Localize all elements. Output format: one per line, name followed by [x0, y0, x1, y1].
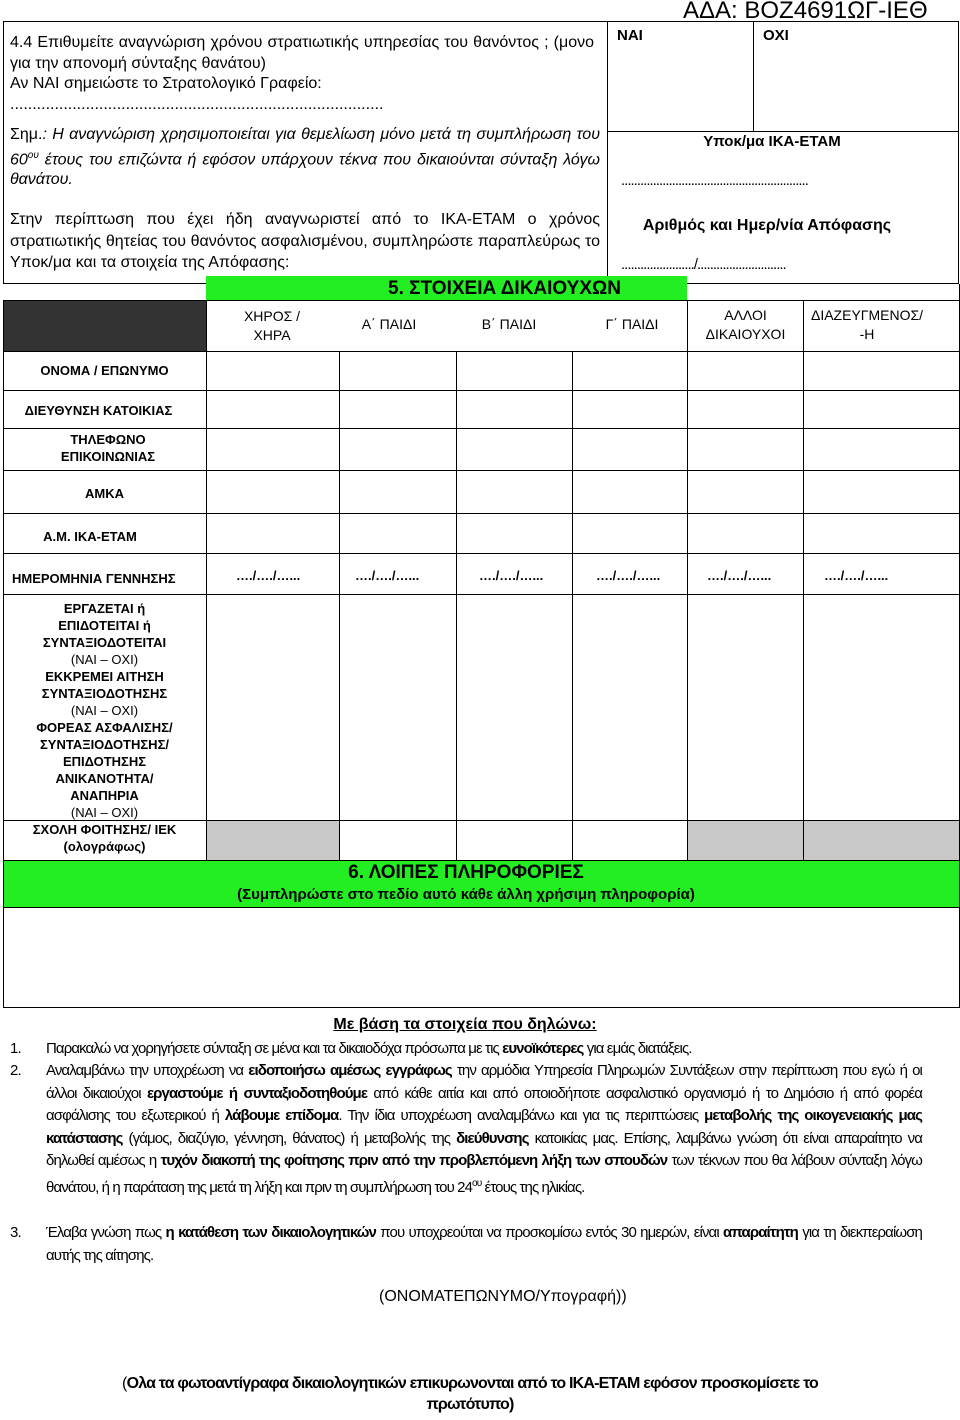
- row-dob: ΗΜΕΡΟΜΗΝΙΑ ΓΕΝΝΗΣΗΣ: [12, 571, 176, 586]
- section-6-subtitle: (Συμπληρώστε στο πεδίο αυτό κάθε άλλη χρήσιμη πληροφορία): [237, 886, 695, 903]
- decision-field[interactable]: ......................./............................: [621, 256, 786, 273]
- document-code: ΑΔΑ: ΒΟΖ4691ΩΓ-ΙΕΘ: [683, 0, 928, 24]
- row-phone: ΤΗΛΕΦΩΝΟ ΕΠΙΚΟΙΝΩΝΙΑΣ: [60, 432, 156, 464]
- yes-option[interactable]: ΝΑΙ: [617, 27, 643, 44]
- dark-header-cell: [3, 300, 206, 351]
- row-address: ΔΙΕΥΘΥΝΣΗ ΚΑΤΟΙΚΙΑΣ: [24, 403, 173, 418]
- dob-widow[interactable]: …./…./…...: [236, 568, 301, 583]
- declaration-number-1: 1.: [10, 1040, 21, 1057]
- school-cell-divorced: [804, 821, 959, 860]
- column-other: ΑΛΛΟΙ ΔΙΚΑΙΟΥΧΟΙ: [705, 307, 786, 342]
- signature-label: (ΟΝΟΜΑΤΕΠΩΝΥΜΟ/Υπογραφή)): [379, 1288, 627, 1305]
- school-cell-other: [688, 821, 803, 860]
- branch-label: Υποκ/μα ΙΚΑ-ΕΤΑΜ: [703, 133, 841, 150]
- decision-label: Αριθμός και Ημερ/νία Απόφασης: [642, 217, 892, 234]
- section-6-title: 6. ΛΟΙΠΕΣ ΠΛΗΡΟΦΟΡΙΕΣ: [348, 862, 584, 883]
- column-child-b: Β΄ ΠΑΙΔΙ: [481, 316, 537, 332]
- column-widow: ΧΗΡΟΣ /ΧΗΡΑ: [243, 308, 301, 343]
- dob-child-c[interactable]: …./…./…...: [596, 568, 661, 583]
- dob-child-b[interactable]: …./…./…...: [479, 568, 544, 583]
- ika-instructions: Στην περίπτωση που έχει ήδη αναγνωριστεί από το ΙΚΑ-ΕΤΑΜ ο χρόνος στρατιωτικής θητείας του θανόντος ασφαλισμένου, συμπληρώστε παραπλεύρως το Υποκ/μα και τα στοιχεία της Απόφασης:: [10, 211, 600, 271]
- dob-child-a[interactable]: …./…./…...: [355, 568, 420, 583]
- question-4-4: 4.4 Επιθυμείτε αναγνώριση χρόνου στρατιωτικής υπηρεσίας του θανόντος ; (μονο για την απονομή σύνταξης θανάτου) Αν ΝΑΙ σημειώστε το Στρατολογικό Γραφείο: ....................................................................................: [10, 34, 594, 113]
- declaration-number-2: 2.: [10, 1062, 21, 1079]
- status-labels: ΕΡΓΑΖΕΤΑΙ ή ΕΠΙΔΟΤΕΙΤΑΙ ή ΣΥΝΤΑΞΙΟΔΟΤΕΙΤΑΙ (ΝΑΙ – ΟΧΙ) ΕΚΚΡΕΜΕΙ ΑΙΤΗΣΗ ΣΥΝΤΑΞΙΟΔΟΤΗΣΗΣ (ΝΑΙ – ΟΧΙ) ΦΟΡΕΑΣ ΑΣΦΑΛΙΣΗΣ/ ΣΥΝΤΑΞΙΟΔΟΤΗΣΗΣ/ ΕΠΙΔΟΤΗΣΗΣ ΑΝΙΚΑΝΟΤΗΤΑ/ ΑΝΑΠΗΡΙΑ (ΝΑΙ – ΟΧΙ) ΣΧΟΛΗ ΦΟΙΤΗΣΗΣ/ ΙΕΚ (ολογράφως): [32, 601, 177, 854]
- note-text: Σημ.: Η αναγνώριση χρησιμοποιείται για θεμελίωση μόνο μετά τη συμπλήρωση του $60^{o\upsilon}$ έτους του επιζώντα ή εφόσον υπάρχουν τέκνα που δικαιούνται σύνταξη λόγω θανάτου.: [10, 126, 600, 189]
- dob-divorced[interactable]: …./…./…...: [824, 568, 889, 583]
- column-divorced: ΔΙΑΖΕΥΓΜΕΝΟΣ/ -Η: [810, 307, 924, 342]
- branch-field[interactable]: ...........................................................: [621, 172, 808, 189]
- declaration-title: Με βάση τα στοιχεία που δηλώνω:: [333, 1016, 597, 1033]
- no-option[interactable]: ΟΧΙ: [763, 27, 789, 44]
- column-child-a: Α΄ ΠΑΙΔΙ: [361, 316, 417, 332]
- row-am: Α.Μ. ΙΚΑ-ΕΤΑΜ: [43, 529, 137, 544]
- section-5-title: 5. ΣΤΟΙΧΕΙΑ ΔΙΚΑΙΟΥΧΩΝ: [388, 278, 621, 299]
- footer-note: (Ολα τα φωτοαντίγραφα δικαιολογητικών επικυρωνονται από το ΙΚΑ-ΕΤΑΜ εφόσον προσκομίσετε το πρωτότυπο): [122, 1375, 818, 1413]
- school-cell-widow: [207, 821, 339, 860]
- declaration-number-3: 3.: [10, 1224, 21, 1241]
- other-info-field[interactable]: [4, 908, 959, 1007]
- declaration-item-2: Αναλαμβάνω την υποχρέωση να ειδοποιήσω αμέσως εγγράφως την αρμόδια Υπηρεσία Πληρωμών Συντάξεων στην περίπτωση που εγώ ή οι άλλοι δικαιούχοι εργαστούμε ή συνταξιοδοτηθούμε από κάθε αιτία και από οποιοδήποτε ασφαλιστικό οργανισμό ή το Δημόσιο ή από φορέα ασφάλισης του εξωτερικού ή λάβουμε επίδομα. Την ίδια υποχρέωση αναλαμβάνω και για τις περιπτώσεις μεταβολής της οικογενειακής μας κατάστασης (γάμος, διαζύγιο, γέννηση, θάνατος) ή μεταβολής της διεύθυνσης κατοικίας μας. Επίσης, λαμβάνω γνώση ότι είναι απαραίτητο να δηλωθεί αμέσως η τυχόν διακοπή της φοίτησης πριν από την προβλεπόμενη λήξη των σπουδών των τέκνων που θα λάβουν σύνταξη λόγω θανάτου, ή η παράταση της μετά τη λήξη και πριν τη συμπλήρωση του $24^{o\upsilon}$ έτους της ηλικίας.: [46, 1062, 923, 1196]
- dob-other[interactable]: …./…./…...: [707, 568, 772, 583]
- declaration-item-1: Παρακαλώ να χορηγήσετε σύνταξη σε μένα και τα δικαιοδόχα πρόσωπα με τις ευνοϊκότερες για εμάς διατάξεις.: [46, 1040, 692, 1057]
- column-child-c: Γ΄ ΠΑΙΔΙ: [605, 316, 659, 332]
- declaration-item-3: Έλαβα γνώση πως η κατάθεση των δικαιολογητικών που υποχρεούται να προσκομίσω εντός 30 ημερών, είναι απαραίτητη για τη διεκπεραίωση αυτής της αίτησης.: [46, 1224, 922, 1264]
- row-amka: ΑΜΚΑ: [85, 486, 124, 501]
- row-name: ΟΝΟΜΑ / ΕΠΩΝΥΜΟ: [40, 363, 169, 378]
